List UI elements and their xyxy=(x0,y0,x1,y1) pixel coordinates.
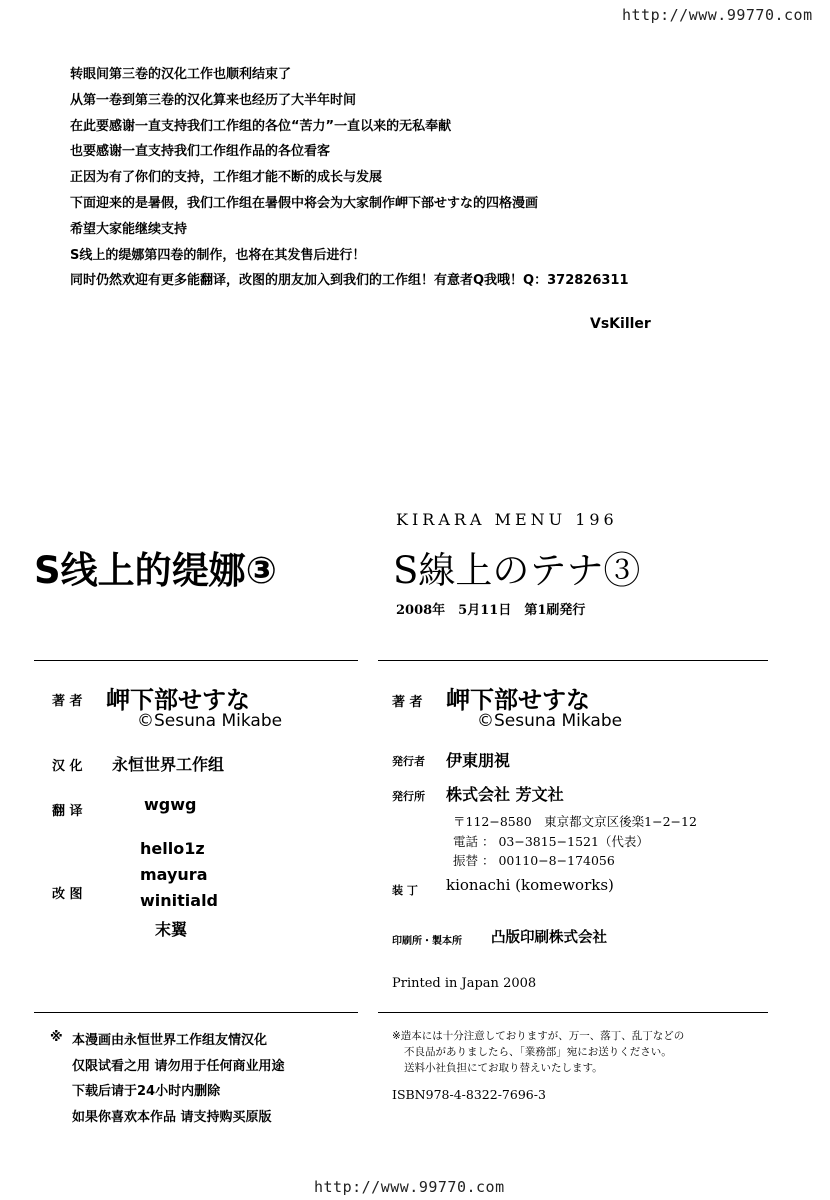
isbn: ISBN978-4-8322-7696-3 xyxy=(392,1087,546,1102)
disclaimer-line: 本漫画由永恒世界工作组友情汉化 xyxy=(72,1033,268,1048)
note-line: 送料小社負担にてお取り替えいたします。 xyxy=(404,1062,603,1074)
chinese-title: S线上的缇娜③ xyxy=(34,549,277,592)
notice-line: 在此要感谢一直支持我们工作组的各位“苦力”一直以来的无私奉献 xyxy=(70,118,452,134)
header-url: http://www.99770.com xyxy=(622,6,813,24)
editor-label: 改 图 xyxy=(52,887,83,902)
disclaimer-block xyxy=(72,1028,285,1130)
author-name-jp: 岬下部せすな xyxy=(446,686,590,714)
notice-line: 也要感谢一直支持我们工作组作品的各位看客 xyxy=(70,144,331,160)
notice-line: 下面迎来的是暑假，我们工作组在暑假中将会为大家制作岬下部せすな的四格漫画 xyxy=(70,195,539,211)
notice-line: 希望大家能继续支持 xyxy=(70,221,188,237)
translation-group: 永恒世界工作组 xyxy=(112,755,225,774)
copyright-cn: ©Sesuna Mikabe xyxy=(137,711,283,731)
publisher-name: 株式会社 芳文社 xyxy=(446,785,564,804)
notice-line: S线上的缇娜第四卷的制作，也将在其发售后进行！ xyxy=(70,247,366,263)
disclaimer-line: 下载后请于24小时内删除 xyxy=(72,1084,221,1100)
right-rule-top xyxy=(378,660,768,661)
notice-line: 转眼间第三卷的汉化工作也顺利结束了 xyxy=(70,67,292,82)
design-label: 装 丁 xyxy=(392,884,418,897)
copyright-jp: ©Sesuna Mikabe xyxy=(477,711,623,731)
design-credit: kionachi (komeworks) xyxy=(446,876,614,894)
publisher-phone: 電話 ： 03−3815−1521（代表） xyxy=(453,833,649,849)
printed-in: Printed in Japan 2008 xyxy=(392,976,537,991)
editor-name: winitiald xyxy=(140,891,219,910)
disclaimer-mark: ※ xyxy=(50,1030,63,1045)
editor-name: hello1z xyxy=(140,839,205,858)
translator-notice xyxy=(70,62,629,294)
translator-name: wgwg xyxy=(144,795,197,814)
left-rule-bottom xyxy=(34,1012,358,1013)
footer-url: http://www.99770.com xyxy=(314,1178,505,1196)
left-rule-top xyxy=(34,660,358,661)
publisher-contact xyxy=(453,812,697,871)
notice-line: 正因为有了你们的支持，工作组才能不断的成长与发展 xyxy=(70,170,383,186)
author-name-cn: 岬下部せすな xyxy=(106,686,250,714)
publisher-label: 発行所 xyxy=(392,790,425,803)
notice-line: 同时仍然欢迎有更多能翻译，改图的朋友加入到我们的工作组！有意者Q我哦！Q：372826311 xyxy=(70,273,629,289)
japanese-title: S線上のテナ③ xyxy=(393,549,641,592)
translation-group-label: 汉 化 xyxy=(52,759,83,774)
publisher-person: 伊東朋視 xyxy=(446,751,511,770)
notice-line: 从第一卷到第三卷的汉化算来也经历了大半年时间 xyxy=(70,92,357,108)
note-line: ※造本には十分注意しておりますが、万一、落丁、乱丁などの xyxy=(392,1030,685,1042)
printer-label: 印刷所・製本所 xyxy=(392,936,462,947)
translator-label: 翻 译 xyxy=(52,804,83,819)
publisher-note xyxy=(392,1028,684,1076)
editor-name: mayura xyxy=(140,865,208,884)
series-label: KIRARA MENU 196 xyxy=(396,510,618,529)
right-rule-bottom xyxy=(378,1012,768,1013)
publisher-address: 〒112−8580 東京都文京区後楽1−2−12 xyxy=(453,814,697,829)
disclaimer-line: 仅限试看之用 请勿用于任何商业用途 xyxy=(72,1058,285,1074)
printer-name: 凸版印刷株式会社 xyxy=(491,930,607,946)
notice-signature: VsKiller xyxy=(590,316,651,332)
note-line: 不良品がありましたら、「業務部」宛にお送りください。 xyxy=(404,1046,672,1058)
editor-name: 末翼 xyxy=(155,920,188,939)
publication-date: 2008年 5月11日 第1刷発行 xyxy=(396,603,586,618)
publisher-person-label: 発行者 xyxy=(392,755,425,768)
publisher-transfer: 振替 ： 00110−8−174056 xyxy=(453,853,615,868)
author-label-cn: 著 者 xyxy=(52,694,83,709)
author-label-jp: 著 者 xyxy=(392,695,423,710)
disclaimer-line: 如果你喜欢本作品 请支持购买原版 xyxy=(72,1109,272,1125)
